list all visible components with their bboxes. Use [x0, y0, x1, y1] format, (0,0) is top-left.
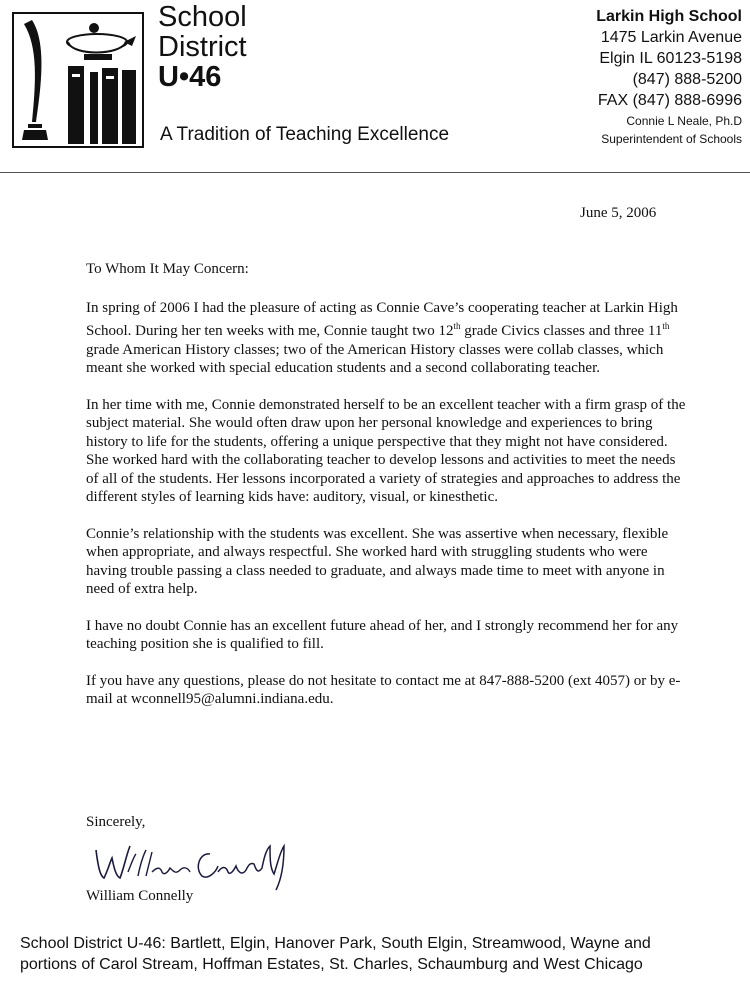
superscript-th-1: th [453, 321, 461, 331]
district-name-line3: U•46 [158, 61, 222, 93]
letter-paragraph-4: I have no doubt Connie has an excellent future ahead of her, and I strongly recommend her for any teaching position she is qualified to fill. [86, 617, 679, 652]
district-name-line2: District [158, 31, 247, 63]
school-address-street: 1475 Larkin Avenue [600, 29, 742, 46]
district-name [158, 2, 247, 92]
district-name-line1: School [158, 1, 247, 33]
footer-line-1: School District U-46: Bartlett, Elgin, Hanover Park, South Elgin, Streamwood, Wayne and [20, 935, 651, 952]
superintendent-block [601, 112, 742, 148]
letter-paragraph-3: Connie’s relationship with the students was excellent. She was assertive when necessary, flexible when appropriate, and always respectful. She worked hard with struggling students who were having trouble passing a class needed to graduate, and always made time to meet with anyone in need of extra help. [86, 525, 669, 597]
letter-body [86, 260, 686, 727]
school-name: Larkin High School [596, 8, 742, 25]
school-contact-block [596, 6, 742, 111]
letter-date: June 5, 2006 [580, 205, 657, 221]
school-fax: FAX (847) 888-6996 [597, 92, 742, 109]
letter-paragraph-5: If you have any questions, please do not hesitate to contact me at 847-888-5200 (ext 4057) or by e-mail at wconnell95@alumni.indiana.edu. [86, 672, 681, 707]
footer-line-2: portions of Carol Stream, Hoffman Estates, St. Charles, Schaumburg and West Chicago [20, 956, 643, 973]
superintendent-title: Superintendent of Schools [601, 132, 742, 146]
superscript-th-2: th [662, 321, 670, 331]
district-tagline: A Tradition of Teaching Excellence [160, 124, 450, 145]
paragraph-1-part-a: In spring of 2006 I had the pleasure of acting as Connie Cave’s cooperating teacher at Larkin High School. During her ten weeks with me, Connie taught two 12 [86, 299, 678, 339]
school-phone: (847) 888-5200 [632, 71, 742, 88]
letter-greeting: To Whom It May Concern: [86, 261, 249, 277]
letter-closing: Sincerely, [86, 814, 146, 830]
letter-paragraph-2: In her time with me, Connie demonstrated herself to be an excellent teacher with a firm grasp of the subject material. She would often draw upon her personal knowledge and experiences to bring history to life for the students, offering a unique perspective that they might not have considered. She worked hard with the collaborating teacher to develop lessons and activities to meet the needs of all of the students. Her lessons incorporated a variety of strategies and approaches to address the different styles of learning kids have: auditory, visual, or kinesthetic. [86, 396, 686, 505]
header-divider [0, 172, 750, 173]
footer-district-list [20, 933, 745, 975]
paragraph-1-part-c: grade American History classes; two of the American History classes were collab classes, which meant she worked with special education students and a second collaborating teacher. [86, 341, 664, 376]
school-address-city: Elgin IL 60123-5198 [599, 50, 742, 67]
signer-name: William Connelly [86, 888, 194, 904]
handwritten-signature [90, 832, 310, 894]
superintendent-name: Connie L Neale, Ph.D [626, 114, 742, 128]
district-logo [12, 12, 144, 148]
letter-paragraph-1 [86, 299, 686, 378]
paragraph-1-part-b: grade Civics classes and three 11 [460, 323, 663, 339]
